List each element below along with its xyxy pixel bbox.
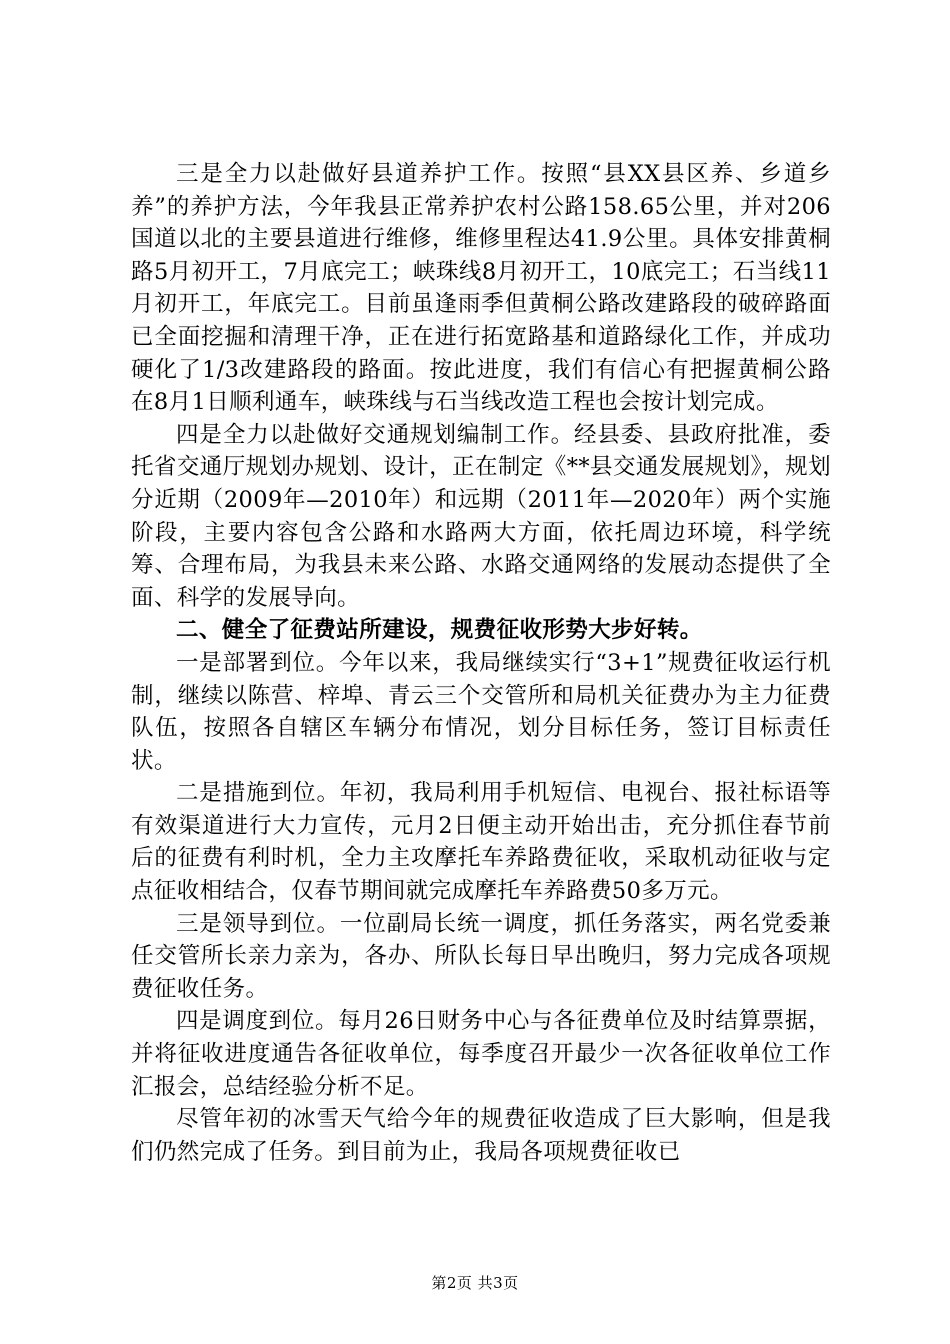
paragraph-deployment: 一是部署到位。今年以来，我局继续实行“3+1”规费征收运行机制，继续以陈营、梓埠、青云三个交管所和局机关征费办为主力征费队伍，按照各自辖区车辆分布情况，划分目标任务，签订目标责任状。	[131, 649, 831, 774]
document-body	[131, 158, 831, 1168]
page-footer: 第2页 共3页	[431, 1274, 519, 1292]
paragraph-county-road-maintenance: 三是全力以赴做好县道养护工作。按照“县XX县区养、乡道乡养”的养护方法，今年我县正常养护农村公路158.65公里，并对206国道以北的主要县道进行维修，维修里程达41.9公里。具体安排黄桐路5月初开工，7月底完工；峡珠线8月初开工，10底完工；石当线11月初开工，年底完工。目前虽逢雨季但黄桐公路改建路段的破碎路面已全面挖掘和清理干净，正在进行拓宽路基和道路绿化工作，并成功硬化了1/3改建路段的路面。按此进度，我们有信心有把握黄桐公路在8月1日顺利通车，峡珠线与石当线改造工程也会按计划完成。	[131, 161, 831, 416]
section-heading-fee-collection: 二、健全了征费站所建设，规费征收形势大步好转。	[176, 617, 703, 644]
paragraph-measures: 二是措施到位。年初，我局利用手机短信、电视台、报社标语等有效渠道进行大力宣传，元月2日便主动开始出击，充分抓住春节前后的征费有利时机，全力主攻摩托车养路费征收，采取机动征收与定点征收相结合，仅春节期间就完成摩托车养路费50多万元。	[131, 780, 831, 905]
paragraph-traffic-planning: 四是全力以赴做好交通规划编制工作。经县委、县政府批准，委托省交通厅规划办规划、设计，正在制定《**县交通发展规划》，规划分近期（2009年—2010年）和远期（2011年—2020年）两个实施阶段，主要内容包含公路和水路两大方面，依托周边环境，科学统筹、合理布局，为我县未来公路、水路交通网络的发展动态提供了全面、科学的发展导向。	[131, 421, 831, 611]
paragraph-leadership: 三是领导到位。一位副局长统一调度，抓任务落实，两名党委兼任交管所长亲力亲为，各办、所队长每日早出晚归，努力完成各项规费征收任务。	[131, 910, 831, 1002]
paragraph-dispatch: 四是调度到位。每月26日财务中心与各征费单位及时结算票据，并将征收进度通告各征收单位，每季度召开最少一次各征收单位工作汇报会，总结经验分析不足。	[131, 1008, 831, 1100]
paragraph-conclusion: 尽管年初的冰雪天气给今年的规费征收造成了巨大影响，但是我们仍然完成了任务。到目前为止，我局各项规费征收已	[131, 1106, 831, 1165]
